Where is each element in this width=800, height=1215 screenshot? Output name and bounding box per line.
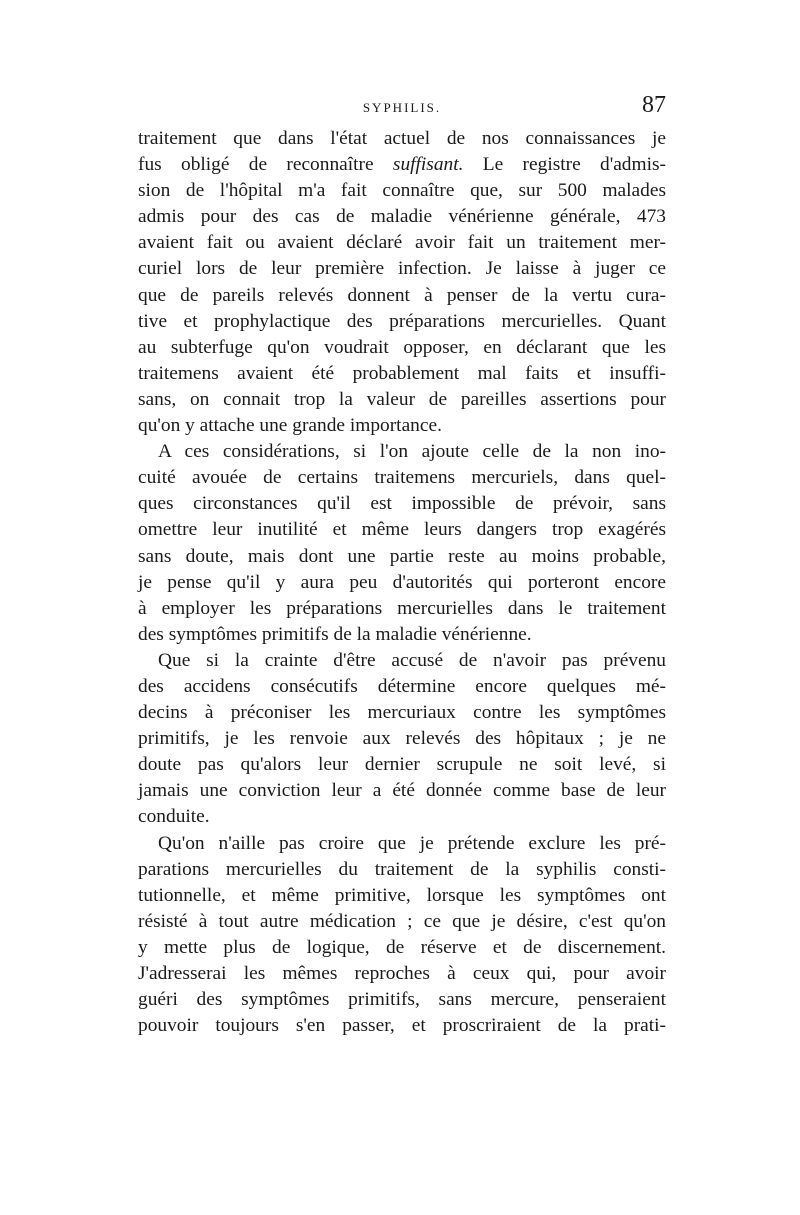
paragraph	[138, 126, 666, 439]
text-line: doute pas qu'alors leur dernier scrupule ne soit levé, si	[138, 754, 666, 776]
text-line: ques circonstances qu'il est impossible de prévoir, sans	[138, 493, 666, 515]
text-line	[138, 152, 666, 178]
text-line: y mette plus de logique, de réserve et de discernement.	[138, 936, 666, 958]
text-line: sans doute, mais dont une partie reste au moins probable,	[138, 545, 666, 567]
text-line: au subterfuge qu'on voudrait opposer, en déclarant que les	[138, 336, 666, 358]
text-line: conduite.	[138, 806, 210, 828]
text-line: A ces considérations, si l'on ajoute celle de la non ino-	[158, 441, 666, 463]
text-line: traitement que dans l'état actuel de nos connaissances je	[138, 128, 666, 149]
text-line: qu'on y attache une grande importance.	[138, 415, 442, 437]
text-line: J'adresserai les mêmes reproches à ceux qui, pour avoir	[138, 963, 666, 984]
paragraph	[138, 439, 666, 648]
text-line: je pense qu'il y aura peu d'autorités qui porteront encore	[138, 571, 666, 593]
text-line: parations mercurielles du traitement de la syphilis consti-	[138, 858, 666, 880]
text-fragment: Le registre d'admis-	[482, 154, 666, 176]
running-title: SYPHILIS.	[362, 100, 442, 115]
text-line: admis pour des cas de maladie vénérienne générale, 473	[138, 206, 666, 228]
text-line: Qu'on n'aille pas croire que je prétende exclure les pré-	[158, 832, 666, 854]
text-line: sans, on connait trop la valeur de pareilles assertions pour	[138, 388, 666, 410]
paragraph	[138, 648, 666, 831]
text-line: pouvoir toujours s'en passer, et proscriraient de la prati-	[138, 1015, 666, 1037]
paragraph	[138, 831, 666, 1040]
text-line: des symptômes primitifs de la maladie vénérienne.	[138, 623, 532, 645]
text-line: résisté à tout autre médication ; ce que je désire, c'est qu'on	[138, 910, 666, 932]
text-line: des accidens consécutifs détermine encore quelques mé-	[138, 675, 666, 697]
text-line: omettre leur inutilité et même leurs dangers trop exagérés	[138, 519, 666, 541]
text-line: que de pareils relevés donnent à penser de la vertu cura-	[138, 284, 666, 306]
text-line: guéri des symptômes primitifs, sans mercure, penseraient	[138, 989, 666, 1011]
text-line: decins à préconiser les mercuriaux contre les symptômes	[138, 702, 666, 724]
text-line: curiel lors de leur première infection. Je laisse à juger ce	[138, 258, 666, 280]
text-line: primitifs, je les renvoie aux relevés des hôpitaux ; je ne	[138, 728, 666, 750]
text-line: tutionnelle, et même primitive, lorsque les symptômes ont	[138, 884, 666, 906]
text-line: tive et prophylactique des préparations mercurielles. Quant	[138, 310, 666, 332]
text-line: jamais une conviction leur a été donnée comme base de leur	[138, 780, 666, 802]
body-text	[138, 126, 666, 1039]
emphasis-word: suffisant.	[392, 154, 464, 176]
text-fragment: fus obligé de reconnaître	[138, 154, 374, 176]
text-line: sion de l'hôpital m'a fait connaître que, sur 500 malades	[138, 180, 666, 202]
text-line: avaient fait ou avaient déclaré avoir fait un traitement mer-	[138, 232, 666, 254]
text-line: cuité avouée de certains traitemens mercuriels, dans quel-	[138, 467, 666, 489]
page-number: 87	[642, 92, 666, 118]
text-line: à employer les préparations mercurielles dans le traitement	[138, 597, 666, 619]
text-line: Que si la crainte d'être accusé de n'avoir pas prévenu	[158, 649, 666, 671]
text-line: traitemens avaient été probablement mal faits et insuffi-	[138, 362, 666, 384]
